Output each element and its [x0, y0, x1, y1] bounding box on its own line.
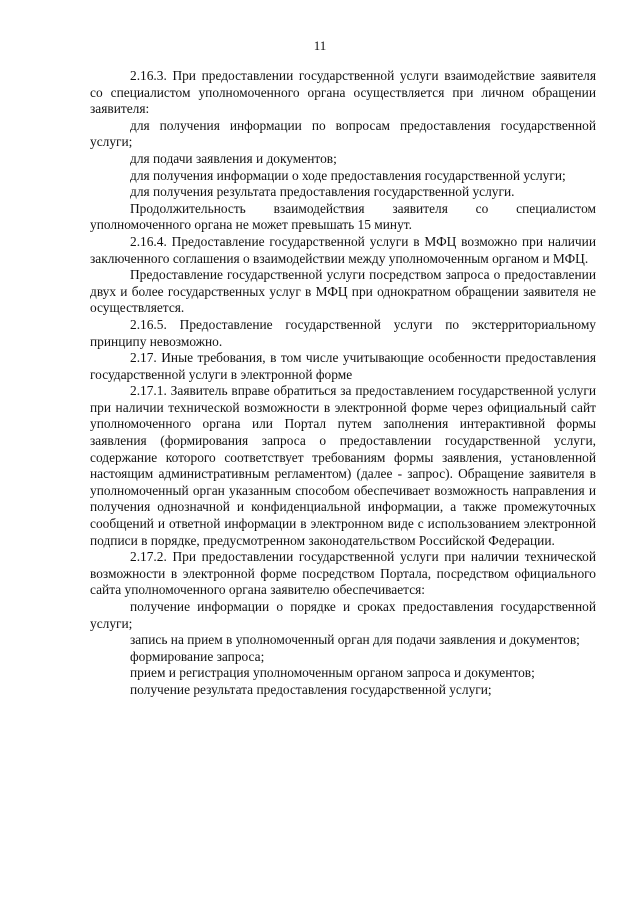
paragraph-multiple-services: Предоставление государственной услуги посредством запроса о предоставлении двух и более государственных услуг в МФЦ при однократном обращении заявителя не осуществляется. [90, 267, 596, 316]
list-item: для получения информации по вопросам предоставления государственной услуги; [90, 117, 596, 150]
page-number: 11 [313, 38, 327, 53]
paragraph-2-16-3: 2.16.3. При предоставлении государственной услуги взаимодействие заявителя со специалистом уполномоченного органа осуществляется при личном обращении заявителя: [90, 68, 596, 117]
list-item: формирование запроса; [130, 648, 265, 664]
paragraph-2-16-4: 2.16.4. Предоставление государственной услуги в МФЦ возможно при наличии заключенного соглашения о взаимодействии между уполномоченным органом и МФЦ. [90, 233, 596, 266]
list-item: для получения результата предоставления государственной услуги. [130, 184, 515, 200]
list-item: получение информации о порядке и сроках предоставления государственной услуги; [90, 599, 596, 631]
paragraph-2-17-2: 2.17.2. При предоставлении государственной услуги при наличии технической возможности в электронной форме посредством Портала, посредством официального сайта уполномоченного органа заявителю обеспечивается: [90, 549, 596, 598]
list-item: прием и регистрация уполномоченным органом запроса и документов; [130, 665, 535, 681]
list-item: получение результата предоставления государственной услуги; [130, 681, 492, 697]
list-item: запись на прием в уполномоченный орган для подачи заявления и документов; [130, 632, 580, 648]
section-heading-2-17: 2.17. Иные требования, в том числе учитывающие особенности предоставления государственной услуги в электронной форме [90, 350, 596, 382]
paragraph-duration: Продолжительность взаимодействия заявителя со специалистом уполномоченного органа не может превышать 15 минут. [90, 200, 596, 233]
paragraph-2-16-5: 2.16.5. Предоставление государственной услуги по экстерриториальному принципу невозможно. [90, 316, 596, 349]
page-body [90, 68, 596, 699]
paragraph-2-17-1: 2.17.1. Заявитель вправе обратиться за предоставлением государственной услуги при наличии технической возможности в электронной форме через официальный сайт уполномоченного органа или Портал путем заполнения интерактивной формы заявления (формирования запроса о предоставлении государственной услуги, содержание которого соответствует требованиям формы заявления, установленной настоящим административным регламентом) (далее - запрос). Обращение заявителя в уполномоченный орган указанным способом обеспечивает возможность направления и получения однозначной и конфиденциальной информации, а также промежуточных сообщений и ответной информации в электронном виде с использованием электронной подписи в порядке, предусмотренном законодательством Российской Федерации. [90, 383, 596, 548]
list-item: для получения информации о ходе предоставления государственной услуги; [130, 167, 566, 183]
list-item: для подачи заявления и документов; [130, 150, 337, 166]
